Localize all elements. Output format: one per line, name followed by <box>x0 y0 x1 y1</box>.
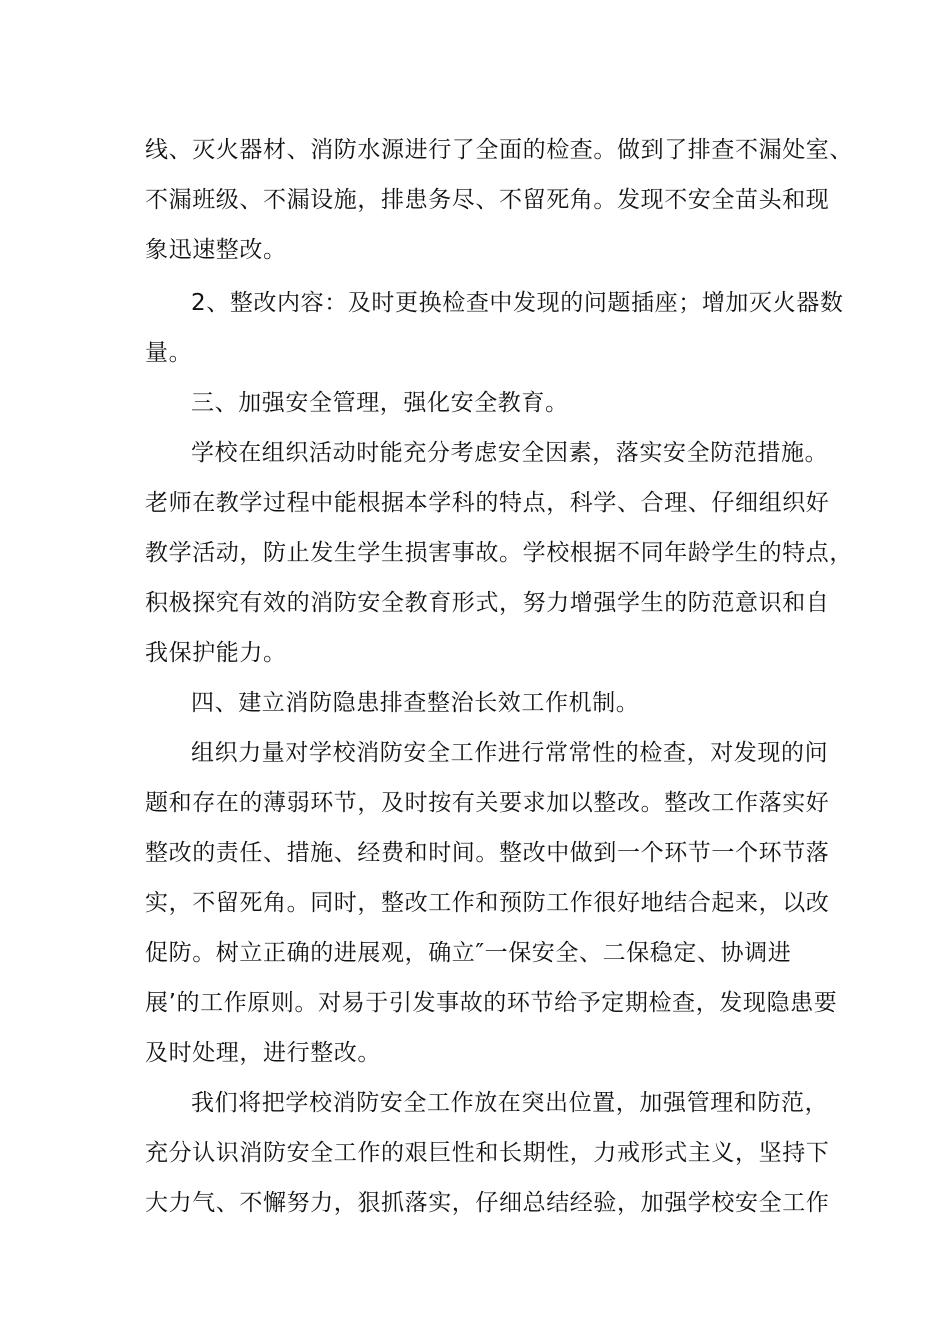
paragraph-4-line-7: 及时处理，进行整改。 <box>145 1040 381 1066</box>
paragraph-3-line-5: 我保护能力。 <box>145 640 287 666</box>
paragraph-4-line-1: 组织力量对学校消防安全工作进行常常性的检查，对发现的问 <box>191 740 829 766</box>
text-line-2: 不漏班级、不漏设施，排患务尽、不留死角。发现不安全苗头和现 <box>145 187 830 213</box>
paragraph-4-line-6: 展’的工作原则。对易于引发事故的环节给予定期检查，发现隐患要 <box>145 990 838 1016</box>
paragraph-4-line-4: 实，不留死角。同时，整改工作和预防工作很好地结合起来，以改 <box>145 890 830 916</box>
text-line-3: 象迅速整改。 <box>145 237 287 263</box>
paragraph-5-line-1: 我们将把学校消防安全工作放在突出位置，加强管理和防范， <box>191 1090 829 1116</box>
paragraph-5-line-3: 大力气、不懈努力，狠抓落实，仔细总结经验，加强学校安全工作 <box>145 1190 830 1216</box>
paragraph-4-line-2: 题和存在的薄弱环节，及时按有关要求加以整改。整改工作落实好 <box>145 790 830 816</box>
section-item-2-line-1: 2、整改内容：及时更换检查中发现的问题插座；增加灭火器数 <box>191 290 844 316</box>
paragraph-3-line-4: 积极探究有效的消防安全教育形式，努力增强学生的防范意识和自 <box>145 590 830 616</box>
section-heading-3: 三、加强安全管理，强化安全教育。 <box>191 390 569 416</box>
section-heading-4: 四、建立消防隐患排查整治长效工作机制。 <box>191 690 640 716</box>
paragraph-4-line-5: 促防。树立正确的进展观，确立″一保安全、二保稳定、协调进 <box>145 940 792 966</box>
paragraph-3-line-3: 教学活动，防止发生学生损害事故。学校根据不同年龄学生的特点， <box>145 540 853 566</box>
paragraph-3-line-2: 老师在教学过程中能根据本学科的特点，科学、合理、仔细组织好 <box>145 490 830 516</box>
section-item-2-line-2: 量。 <box>145 340 193 366</box>
paragraph-3-line-1: 学校在组织活动时能充分考虑安全因素，落实安全防范措施。 <box>191 440 829 466</box>
text-line-1: 线、灭火器材、消防水源进行了全面的检查。做到了排查不漏处室、 <box>145 137 853 163</box>
paragraph-4-line-3: 整改的责任、措施、经费和时间。整改中做到一个环节一个环节落 <box>145 840 830 866</box>
paragraph-5-line-2: 充分认识消防安全工作的艰巨性和长期性，力戒形式主义，坚持下 <box>145 1140 830 1166</box>
